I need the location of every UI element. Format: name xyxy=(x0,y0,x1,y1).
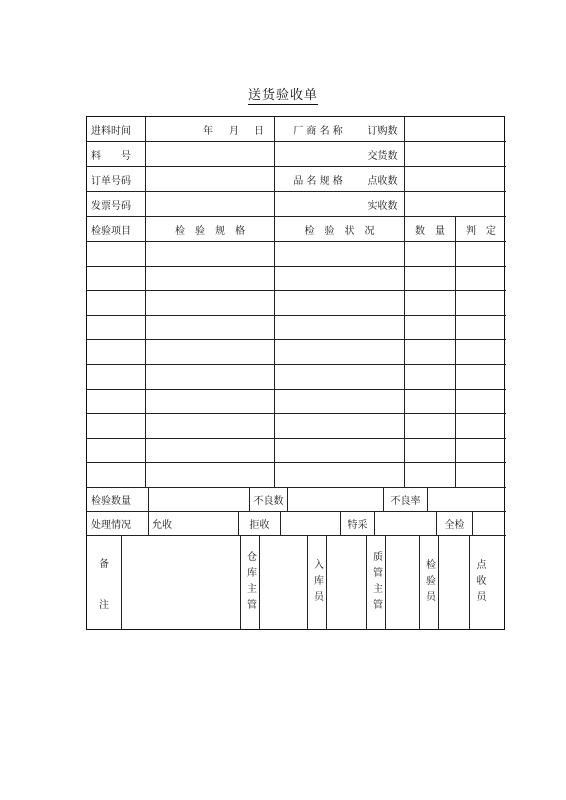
judgement-cell[interactable] xyxy=(456,267,506,292)
judgement-cell[interactable] xyxy=(456,242,506,267)
inspect-item-cell[interactable] xyxy=(87,267,146,292)
full-inspect-checkbox[interactable] xyxy=(473,512,506,536)
accept-checkbox[interactable] xyxy=(175,512,239,536)
item-no-field[interactable] xyxy=(146,142,275,167)
inspect-item-cell[interactable] xyxy=(87,242,146,267)
accept-label: 允收 xyxy=(149,512,175,536)
inspect-spec-cell[interactable] xyxy=(146,439,275,464)
inspect-spec-cell[interactable] xyxy=(146,291,275,316)
delivery-qty-label: 交货数 xyxy=(361,142,405,167)
defect-qty-label: 不良数 xyxy=(250,488,288,512)
day-label: 日 xyxy=(254,125,264,137)
judgement-cell[interactable] xyxy=(456,463,506,488)
remark-label xyxy=(87,536,122,629)
quantity-header: 数 量 xyxy=(405,217,456,242)
count-qty-label: 点收数 xyxy=(361,167,405,192)
inspect-status-cell[interactable] xyxy=(275,267,405,292)
inspect-spec-cell[interactable] xyxy=(146,390,275,415)
warehouse-manager-label: 仓库主管 xyxy=(241,536,260,629)
judgement-cell[interactable] xyxy=(456,365,506,390)
quantity-cell[interactable] xyxy=(405,365,456,390)
count-qty-field[interactable] xyxy=(405,167,506,192)
inspect-qty-field[interactable] xyxy=(149,488,250,512)
vendor-name-field[interactable] xyxy=(275,142,361,167)
defect-rate-field[interactable] xyxy=(428,488,506,512)
inspect-status-cell[interactable] xyxy=(275,414,405,439)
year-label: 年 xyxy=(203,125,213,137)
remark-char-2: 注 xyxy=(99,599,109,611)
vendor-name-label: 厂 商 名 称 xyxy=(275,117,361,142)
judgement-header: 判 定 xyxy=(456,217,506,242)
received-qty-label: 实收数 xyxy=(361,192,405,217)
inspect-spec-cell[interactable] xyxy=(146,242,275,267)
judgement-cell[interactable] xyxy=(456,414,506,439)
inspect-qty-label: 检验数量 xyxy=(87,488,149,512)
receiver-label: 点收员 xyxy=(474,558,485,607)
form-title: 送货验收单 xyxy=(247,88,318,103)
inspect-item-cell[interactable] xyxy=(87,340,146,365)
inspect-item-cell[interactable] xyxy=(87,439,146,464)
inspect-status-cell[interactable] xyxy=(275,365,405,390)
quantity-cell[interactable] xyxy=(405,390,456,415)
quantity-cell[interactable] xyxy=(405,291,456,316)
inspect-spec-cell[interactable] xyxy=(146,267,275,292)
judgement-cell[interactable] xyxy=(456,390,506,415)
quantity-cell[interactable] xyxy=(405,340,456,365)
delivery-qty-field[interactable] xyxy=(405,142,506,167)
order-qty-label: 订购数 xyxy=(361,117,405,142)
full-inspect-label: 全检 xyxy=(437,512,473,536)
invoice-no-label: 发票号码 xyxy=(87,192,146,217)
inspector-label: 检验员 xyxy=(420,536,439,629)
remark-field[interactable] xyxy=(122,536,241,629)
warehouse-manager-sign[interactable] xyxy=(260,536,308,629)
judgement-cell[interactable] xyxy=(456,291,506,316)
special-checkbox[interactable] xyxy=(375,512,437,536)
special-label: 特采 xyxy=(341,512,375,536)
inspect-item-cell[interactable] xyxy=(87,316,146,341)
inspect-item-cell[interactable] xyxy=(87,390,146,415)
entry-time-label: 进料时间 xyxy=(87,117,146,142)
inspect-status-cell[interactable] xyxy=(275,463,405,488)
month-label: 月 xyxy=(229,125,239,137)
warehouse-clerk-label: 入库员 xyxy=(308,536,327,629)
inspect-item-cell[interactable] xyxy=(87,414,146,439)
inspect-item-cell[interactable] xyxy=(87,365,146,390)
received-qty-field[interactable] xyxy=(405,192,506,217)
inspect-spec-cell[interactable] xyxy=(146,365,275,390)
quantity-cell[interactable] xyxy=(405,439,456,464)
inspect-status-cell[interactable] xyxy=(275,291,405,316)
defect-qty-field[interactable] xyxy=(288,488,384,512)
quantity-cell[interactable] xyxy=(405,414,456,439)
entry-time-field[interactable] xyxy=(146,117,275,142)
inspect-item-header: 检验项目 xyxy=(87,217,146,242)
quantity-cell[interactable] xyxy=(405,316,456,341)
quantity-cell[interactable] xyxy=(405,242,456,267)
product-spec-label: 品 名 规 格 xyxy=(275,167,361,192)
inspect-status-cell[interactable] xyxy=(275,316,405,341)
judgement-cell[interactable] xyxy=(456,316,506,341)
defect-rate-label: 不良率 xyxy=(384,488,428,512)
invoice-no-field[interactable] xyxy=(146,192,275,217)
reject-label: 拒收 xyxy=(239,512,281,536)
warehouse-clerk-sign[interactable] xyxy=(327,536,367,629)
order-qty-field[interactable] xyxy=(405,117,506,142)
delivery-acceptance-form xyxy=(86,116,505,630)
product-spec-field[interactable] xyxy=(275,192,361,217)
item-no-label: 料 号 xyxy=(87,142,146,167)
inspect-status-cell[interactable] xyxy=(275,340,405,365)
inspect-status-cell[interactable] xyxy=(275,439,405,464)
qa-manager-label: 质管主管 xyxy=(367,536,386,629)
inspect-spec-cell[interactable] xyxy=(146,316,275,341)
order-no-field[interactable] xyxy=(146,167,275,192)
remark-char-1: 备 xyxy=(99,558,109,570)
handling-label: 处理情况 xyxy=(87,512,149,536)
quantity-cell[interactable] xyxy=(405,463,456,488)
inspect-status-header: 检 验 状 况 xyxy=(275,217,405,242)
inspect-status-cell[interactable] xyxy=(275,242,405,267)
inspect-spec-header: 检 验 规 格 xyxy=(146,217,275,242)
inspect-status-cell[interactable] xyxy=(275,390,405,415)
judgement-cell[interactable] xyxy=(456,340,506,365)
reject-checkbox[interactable] xyxy=(281,512,341,536)
inspect-spec-cell[interactable] xyxy=(146,340,275,365)
order-no-label: 订单号码 xyxy=(87,167,146,192)
qa-manager-sign[interactable] xyxy=(386,536,420,629)
judgement-cell[interactable] xyxy=(456,439,506,464)
quantity-cell[interactable] xyxy=(405,267,456,292)
inspect-item-cell[interactable] xyxy=(87,463,146,488)
inspect-spec-cell[interactable] xyxy=(146,414,275,439)
inspector-sign[interactable] xyxy=(439,536,470,629)
inspect-spec-cell[interactable] xyxy=(146,463,275,488)
inspect-item-cell[interactable] xyxy=(87,291,146,316)
